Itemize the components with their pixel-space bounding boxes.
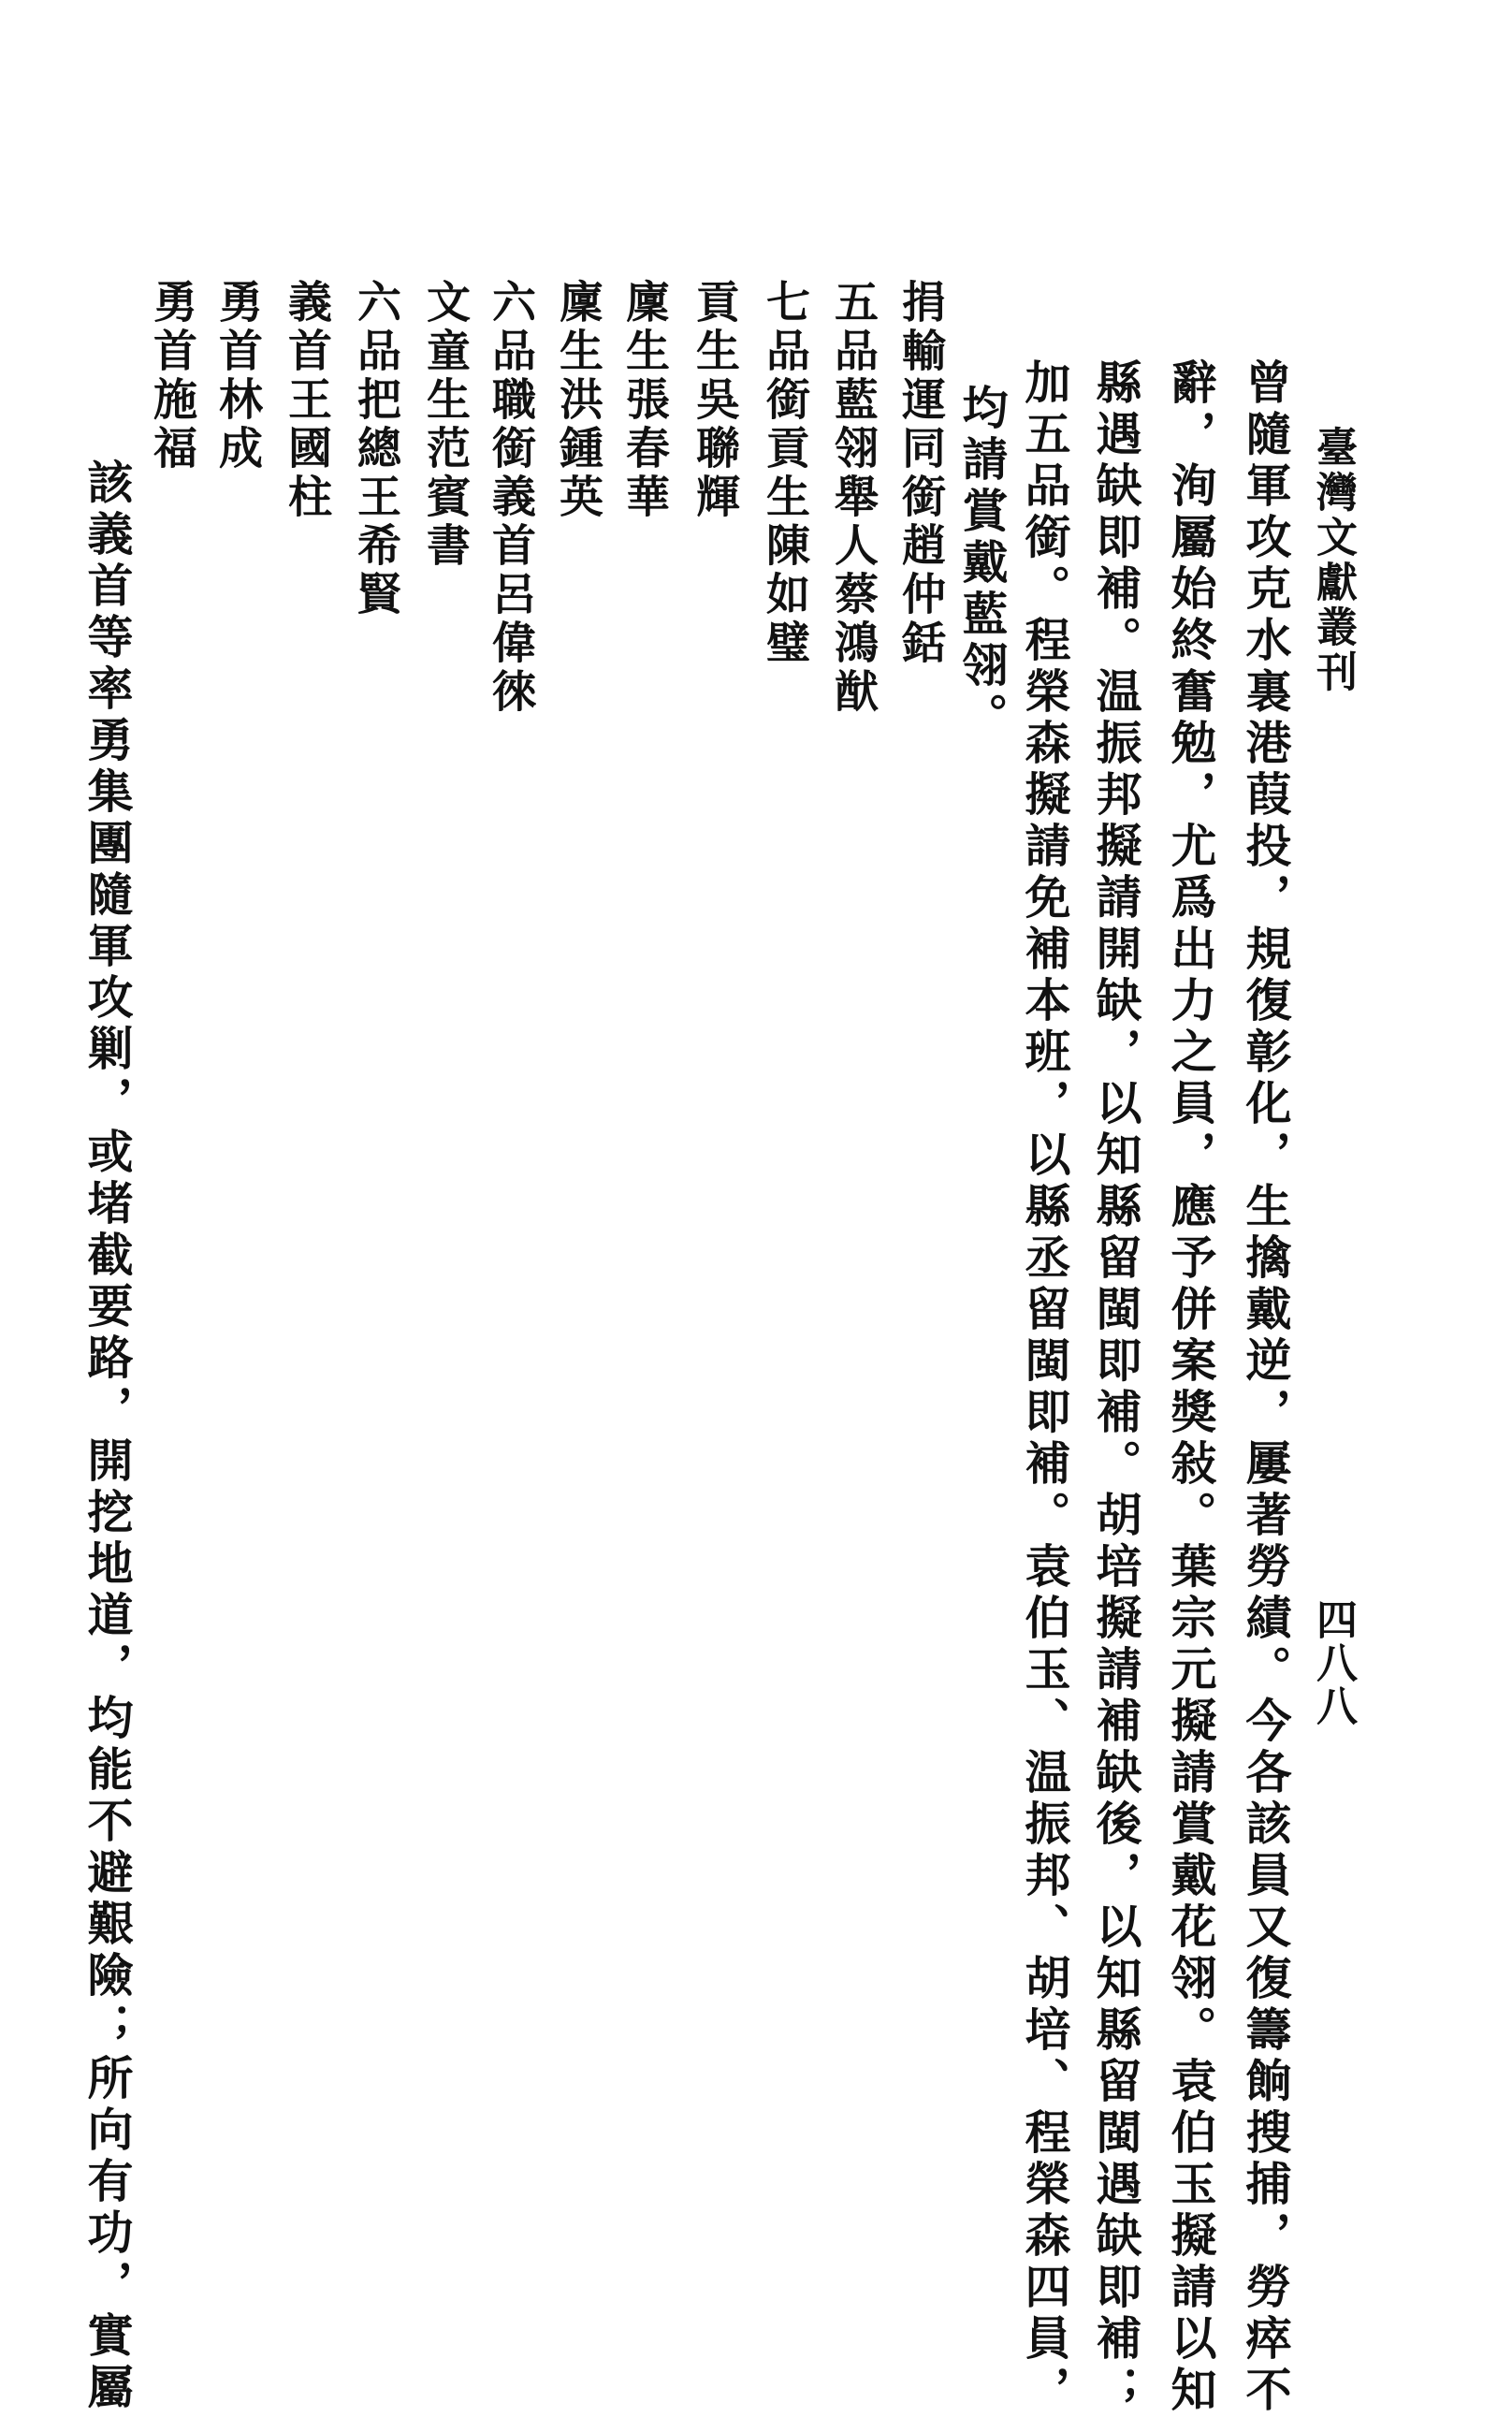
list-item: 勇首施福 [146, 279, 197, 473]
body-line: 曾隨軍攻克水裏港葭投，規復彰化，生擒戴逆，屢著勞績。今各該員又復籌餉搜捕，勞瘁不 [1239, 358, 1293, 2417]
list-item: 廩生洪鍾英 [552, 279, 603, 522]
page-number: 四八八 [1309, 1598, 1357, 1727]
list-item: 義首王國柱 [281, 279, 332, 522]
list-item: 廩生張春華 [618, 279, 670, 522]
body-line: 加五品銜。程榮森擬請免補本班，以縣丞留閩即補。袁伯玉、温振邦、胡培、程榮森四員， [1018, 358, 1072, 2417]
body-line: 辭，洵屬始終奮勉，尤爲出力之員，應予併案獎敍。葉宗元擬請賞戴花翎。袁伯玉擬請以知 [1164, 358, 1218, 2417]
list-item: 六品把總王希賢 [350, 279, 401, 619]
book-title: 臺灣文獻叢刊 [1309, 426, 1357, 695]
list-item: 文童生范賓書 [419, 279, 471, 571]
list-item: 貢生吳聯輝 [689, 279, 740, 522]
body-line: 縣遇缺即補。温振邦擬請開缺，以知縣留閩即補。胡培擬請補缺後，以知縣留閩遇缺即補； [1089, 358, 1143, 2417]
list-item: 七品銜貢生陳如璧 [759, 279, 810, 668]
list-item: 六品職銜義首呂偉徠 [485, 279, 536, 717]
body-line: 均請賞戴藍翎。 [955, 384, 1010, 744]
closing-line: 該義首等率勇集團隨軍攻剿，或堵截要路，開挖地道，均能不避艱險；所向有功，實屬 [80, 459, 135, 2414]
list-item: 五品藍翎舉人蔡鴻猷 [827, 279, 879, 717]
list-item: 捐輸運同銜趙仲銛 [894, 279, 946, 668]
list-item: 勇首林成 [211, 279, 263, 473]
